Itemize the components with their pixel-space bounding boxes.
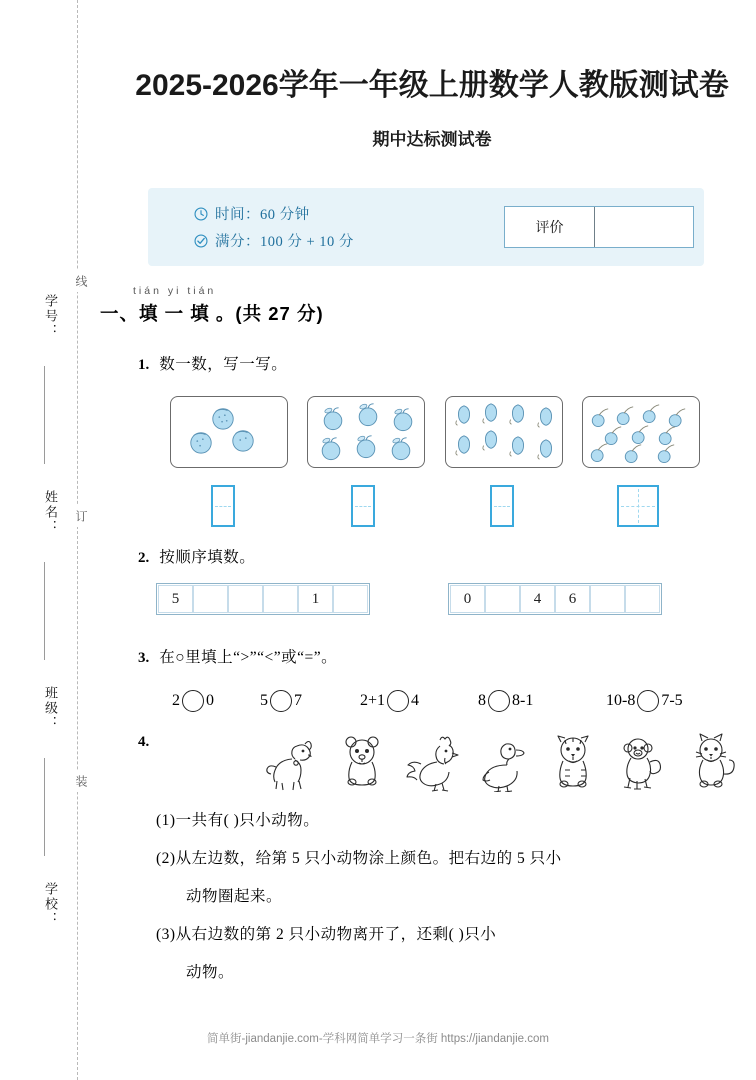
cherry-icon bbox=[623, 442, 643, 464]
page-footer: 简单街-jiandanjie.com-学科网简单学习一条街 https://jiandanjie.com bbox=[207, 1033, 549, 1045]
duck-icon bbox=[472, 732, 534, 792]
sub-question-2-label: (2) bbox=[156, 850, 176, 867]
apple-icon bbox=[318, 435, 344, 461]
comparison-right: 7-5 bbox=[661, 692, 683, 709]
binding-char-zhuang: 装 bbox=[66, 770, 90, 792]
picture-box-pears bbox=[445, 396, 563, 468]
picture-box-apples bbox=[307, 396, 425, 468]
pear-icon bbox=[479, 401, 503, 425]
sequence-cell[interactable] bbox=[228, 585, 263, 613]
apple-icon bbox=[388, 435, 414, 461]
sequence-cell[interactable] bbox=[333, 585, 368, 613]
pear-icon bbox=[479, 428, 503, 452]
question-1-answer-row bbox=[170, 485, 700, 533]
monkey-icon bbox=[613, 732, 675, 792]
comparison-right: 4 bbox=[411, 692, 420, 709]
apple-icon bbox=[355, 401, 381, 427]
comparison-left: 2+1 bbox=[360, 692, 386, 709]
pear-icon bbox=[534, 405, 558, 429]
question-1-picture-row bbox=[170, 396, 700, 471]
comparison-circle[interactable] bbox=[182, 690, 204, 712]
exam-score-row bbox=[194, 227, 354, 254]
rail-label-class: 班级： bbox=[43, 685, 58, 731]
exam-time-label: 时间：60 分钟 bbox=[215, 207, 310, 223]
sub-question-2-text: 从左边数，给第 5 只小动物涂上颜色。把右边的 5 只小 bbox=[175, 850, 562, 867]
rail-divider-2 bbox=[44, 562, 45, 660]
strawberry-icon bbox=[187, 429, 215, 455]
question-3-number: 3. bbox=[138, 650, 150, 666]
comparison-left: 10-8 bbox=[606, 692, 636, 709]
cherry-icon bbox=[641, 402, 661, 424]
rail-label-school: 学校： bbox=[43, 881, 58, 927]
page-title: 2025-2026学年一年级上册数学人教版测试卷 bbox=[135, 69, 729, 102]
sequence-cell[interactable]: 1 bbox=[298, 585, 333, 613]
binding-char-xian: 线 bbox=[66, 270, 90, 292]
sub-question-3-text: 从右边数的第 2 只小动物离开了，还剩( )只小 bbox=[175, 926, 497, 943]
section-pinyin: tián yi tián bbox=[133, 285, 217, 297]
sub-question-3-label: (3) bbox=[156, 926, 176, 943]
comparison-right: 8-1 bbox=[512, 692, 534, 709]
sequence-cell[interactable]: 0 bbox=[450, 585, 485, 613]
answer-box-cherries[interactable] bbox=[617, 485, 659, 527]
exam-score-label: 满分：100 分 + 10 分 bbox=[215, 234, 354, 250]
dog-icon bbox=[260, 732, 322, 792]
tiger-icon bbox=[542, 732, 604, 792]
rail-divider-1 bbox=[44, 366, 45, 464]
comparison-item bbox=[606, 690, 683, 712]
student-info-labels bbox=[30, 280, 60, 980]
exam-time-row bbox=[194, 200, 354, 227]
exam-info-lines bbox=[194, 200, 354, 254]
pear-icon bbox=[534, 437, 558, 461]
question-1-header bbox=[138, 352, 287, 374]
question-3-comparison-row bbox=[172, 690, 742, 712]
rail-label-name: 姓名： bbox=[43, 489, 58, 535]
comparison-circle[interactable] bbox=[270, 690, 292, 712]
cherry-icon bbox=[656, 442, 676, 464]
question-2-text: 按顺序填数。 bbox=[159, 549, 256, 566]
question-2-header bbox=[138, 545, 255, 567]
pear-icon bbox=[452, 433, 476, 457]
sequence-cell[interactable] bbox=[590, 585, 625, 613]
pear-icon bbox=[452, 403, 476, 427]
question-4-sub-1 bbox=[156, 808, 319, 830]
sequence-cell[interactable]: 4 bbox=[520, 585, 555, 613]
question-3-text: 在○里填上“>”“<”或“=”。 bbox=[159, 649, 338, 666]
question-1-text: 数一数，写一写。 bbox=[159, 356, 288, 373]
comparison-item bbox=[360, 690, 478, 712]
comparison-circle[interactable] bbox=[488, 690, 510, 712]
binding-margin-rail bbox=[0, 0, 100, 1080]
page-subtitle: 期中达标测试卷 bbox=[372, 130, 492, 149]
cherry-icon bbox=[589, 441, 609, 463]
pear-icon bbox=[506, 434, 530, 458]
cat-icon bbox=[683, 732, 745, 792]
question-1-number: 1. bbox=[138, 357, 150, 373]
exam-info-panel bbox=[148, 188, 704, 266]
sub-question-1-text: 一共有( )只小动物。 bbox=[175, 812, 320, 829]
question-4-sub-3-line2: 动物。 bbox=[186, 964, 235, 981]
exam-sheet bbox=[100, 0, 756, 1080]
comparison-right: 0 bbox=[206, 692, 214, 709]
answer-box-strawberries[interactable] bbox=[211, 485, 235, 527]
comparison-item bbox=[172, 690, 260, 712]
rooster-icon bbox=[401, 732, 463, 792]
question-4-sub-3 bbox=[156, 922, 496, 944]
question-4-animal-row bbox=[260, 730, 745, 792]
picture-box-cherries bbox=[582, 396, 700, 468]
apple-icon bbox=[320, 405, 346, 431]
comparison-left: 5 bbox=[260, 692, 268, 709]
question-3-header bbox=[138, 645, 337, 667]
question-2-number: 2. bbox=[138, 550, 150, 566]
number-sequence-1 bbox=[156, 583, 370, 615]
sequence-cell[interactable]: 5 bbox=[158, 585, 193, 613]
comparison-item bbox=[478, 690, 606, 712]
rail-divider-3 bbox=[44, 758, 45, 856]
answer-box-pears[interactable] bbox=[490, 485, 514, 527]
sequence-cell[interactable] bbox=[193, 585, 228, 613]
pear-icon bbox=[506, 402, 530, 426]
comparison-circle[interactable] bbox=[637, 690, 659, 712]
question-4-number: 4. bbox=[138, 734, 150, 750]
comparison-circle[interactable] bbox=[387, 690, 409, 712]
apple-icon bbox=[353, 433, 379, 459]
comparison-right: 7 bbox=[294, 692, 302, 709]
strawberry-icon bbox=[229, 427, 257, 453]
number-sequence-2 bbox=[448, 583, 662, 615]
apple-icon bbox=[390, 406, 416, 432]
sequence-cell[interactable] bbox=[263, 585, 298, 613]
sequence-cell[interactable]: 6 bbox=[555, 585, 590, 613]
evaluation-table bbox=[504, 206, 694, 248]
rail-label-student-id: 学号： bbox=[43, 293, 58, 339]
answer-box-apples[interactable] bbox=[351, 485, 375, 527]
comparison-left: 2 bbox=[172, 692, 180, 709]
sub-question-1-label: (1) bbox=[156, 812, 176, 829]
comparison-left: 8 bbox=[478, 692, 486, 709]
section-title: 一、填 一 填 。(共 27 分) bbox=[100, 303, 324, 324]
sequence-cell[interactable] bbox=[485, 585, 520, 613]
evaluation-label-cell: 评价 bbox=[505, 207, 595, 247]
comparison-item bbox=[260, 690, 360, 712]
check-circle-icon bbox=[194, 234, 208, 248]
bear-icon bbox=[331, 732, 393, 792]
question-4-header bbox=[138, 733, 155, 751]
sequence-cell[interactable] bbox=[625, 585, 660, 613]
picture-box-strawberries bbox=[170, 396, 288, 468]
binding-char-ding: 订 bbox=[66, 505, 90, 527]
question-4-sub-2 bbox=[156, 846, 562, 868]
evaluation-value-cell[interactable] bbox=[595, 207, 693, 247]
binding-dashed-line bbox=[77, 0, 78, 1080]
question-4-sub-2-line2: 动物圈起来。 bbox=[186, 888, 283, 905]
section-heading bbox=[100, 285, 740, 326]
clock-icon bbox=[194, 207, 208, 221]
